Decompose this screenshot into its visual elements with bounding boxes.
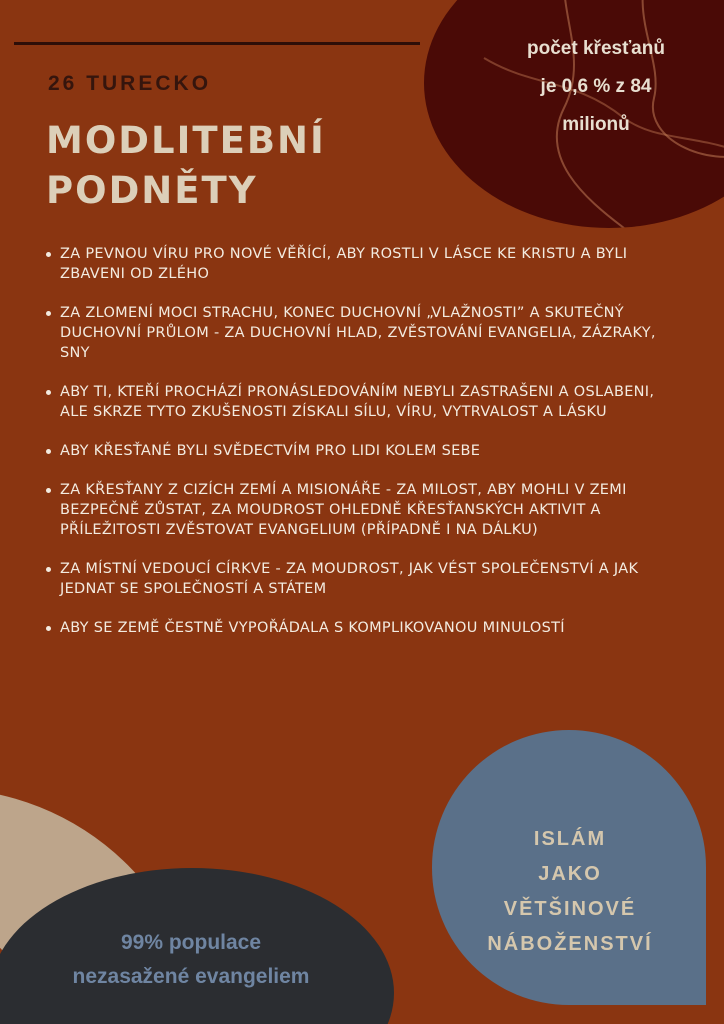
page-title xyxy=(46,116,326,216)
bullet-icon xyxy=(46,311,51,316)
stat-line: NÁBOŽENSTVÍ xyxy=(487,933,653,955)
stat-line: počet křesťanů xyxy=(527,38,665,59)
title-line: PODNĚTY xyxy=(46,169,258,212)
bullet-icon xyxy=(46,567,51,572)
prayer-point-text: ABY KŘESŤANÉ BYLI SVĚDECTVÍM PRO LIDI KOLEM SEBE xyxy=(60,443,481,459)
bullet-icon xyxy=(46,488,51,493)
stat-line: 99% populace xyxy=(120,931,262,954)
prayer-point-text: ABY SE ZEMĚ ČESTNĚ VYPOŘÁDALA S KOMPLIKOVANOU MINULOSTÍ xyxy=(60,620,565,636)
christian-population-stat xyxy=(488,30,704,144)
stat-line: JAKO xyxy=(538,863,602,885)
prayer-point-text: ZA PEVNOU VÍRU PRO NOVÉ VĚŘÍCÍ, ABY ROSTLI V LÁSCE KE KRISTU A BYLI ZBAVENI OD ZLÉHO xyxy=(60,246,628,282)
list-item xyxy=(46,618,656,638)
country-label: 26 TURECKO xyxy=(48,72,212,95)
stat-line: nezasažené evangeliem xyxy=(72,965,310,988)
list-item xyxy=(46,441,656,461)
list-item xyxy=(46,303,656,363)
list-item xyxy=(46,382,656,422)
list-item xyxy=(46,244,656,284)
bullet-icon xyxy=(46,252,51,257)
list-item xyxy=(46,480,656,540)
stat-line: je 0,6 % z 84 xyxy=(540,76,652,97)
unreached-population-stat xyxy=(30,926,352,994)
list-item xyxy=(46,559,656,599)
prayer-point-text: ZA ZLOMENÍ MOCI STRACHU, KONEC DUCHOVNÍ „VLAŽNOSTI” A SKUTEČNÝ DUCHOVNÍ PRŮLOM - ZA DUCHOVNÍ HLAD, ZVĚSTOVÁNÍ EVANGELIA, ZÁZRAKY, SNY xyxy=(60,305,656,361)
stat-line: milionů xyxy=(562,114,630,135)
bullet-icon xyxy=(46,626,51,631)
bullet-icon xyxy=(46,390,51,395)
bullet-icon xyxy=(46,449,51,454)
top-divider xyxy=(14,42,420,45)
majority-religion-stat xyxy=(450,822,690,962)
stat-line: ISLÁM xyxy=(533,828,607,850)
prayer-points-list xyxy=(46,244,656,657)
stat-line: VĚTŠINOVÉ xyxy=(503,898,637,920)
prayer-point-text: ZA KŘESŤANY Z CIZÍCH ZEMÍ A MISIONÁŘE - ZA MILOST, ABY MOHLI V ZEMI BEZPEČNĚ ZŮSTAT, ZA MOUDROST OHLEDNĚ KŘESŤANSKÝCH AKTIVIT A PŘÍLEŽITOSTI ZVĚSTOVAT EVANGELIUM (PŘÍPADNĚ I NA DÁLKU) xyxy=(60,482,627,538)
prayer-point-text: ZA MÍSTNÍ VEDOUCÍ CÍRKVE - ZA MOUDROST, JAK VÉST SPOLEČENSTVÍ A JAK JEDNAT SE SPOLEČNOSTÍ A STÁTEM xyxy=(60,561,639,597)
prayer-point-text: ABY TI, KTEŘÍ PROCHÁZÍ PRONÁSLEDOVÁNÍM NEBYLI ZASTRAŠENI A OSLABENI, ALE SKRZE TYTO ZKUŠENOSTI ZÍSKALI SÍLU, VÍRU, VYTRVALOST A LÁSKU xyxy=(60,384,655,420)
title-line: MODLITEBNÍ xyxy=(46,119,326,162)
